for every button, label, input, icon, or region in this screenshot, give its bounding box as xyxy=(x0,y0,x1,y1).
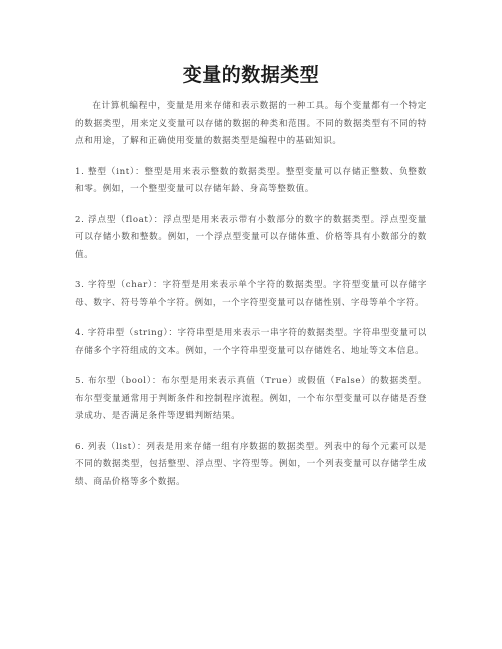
list-item-float: 2. 浮点型（float）：浮点型是用来表示带有小数部分的数字的数据类型。浮点型变量可以存储小数和整数。例如，一个浮点型变量可以存储体重、价格等具有小数部分的数值。 xyxy=(75,214,427,260)
list-item-char: 3. 字符型（char）：字符型是用来表示单个字符的数据类型。字符型变量可以存储字母、数字、符号等单个字符。例如，一个字符型变量可以存储性别、字母等单个字符。 xyxy=(75,280,427,308)
list-item-bool: 5. 布尔型（bool）：布尔型是用来表示真值（True）或假值（False）的数据类型。布尔型变量通常用于判断条件和控制程序流程。例如，一个布尔型变量可以存储是否登录成功、是否满足条件等逻辑判断结果。 xyxy=(75,376,427,421)
list-item-string: 4. 字符串型（string）：字符串型是用来表示一串字符的数据类型。字符串型变量可以存储多个字符组成的文本。例如，一个字符串型变量可以存储姓名、地址等文本信息。 xyxy=(75,328,427,356)
list-item-list: 6. 列表（list）：列表是用来存储一组有序数据的数据类型。列表中的每个元素可以是不同的数据类型，包括整型、浮点型、字符型等。例如，一个列表变量可以存储学生成绩、商品价格等多个数据。 xyxy=(75,441,427,487)
document-body xyxy=(75,98,427,504)
page-title: 变量的数据类型 xyxy=(182,64,320,86)
list-item-int: 1. 整型（int）：整型是用来表示整数的数据类型。整型变量可以存储正整数、负整数和零。例如，一个整型变量可以存储年龄、身高等整数值。 xyxy=(75,166,427,194)
intro-paragraph: 在计算机编程中，变量是用来存储和表示数据的一种工具。每个变量都有一个特定的数据类型，用来定义变量可以存储的数据的种类和范围。不同的数据类型有不同的特点和用途，了解和正确使用变量的数据类型是编程中的基础知识。 xyxy=(75,101,427,146)
